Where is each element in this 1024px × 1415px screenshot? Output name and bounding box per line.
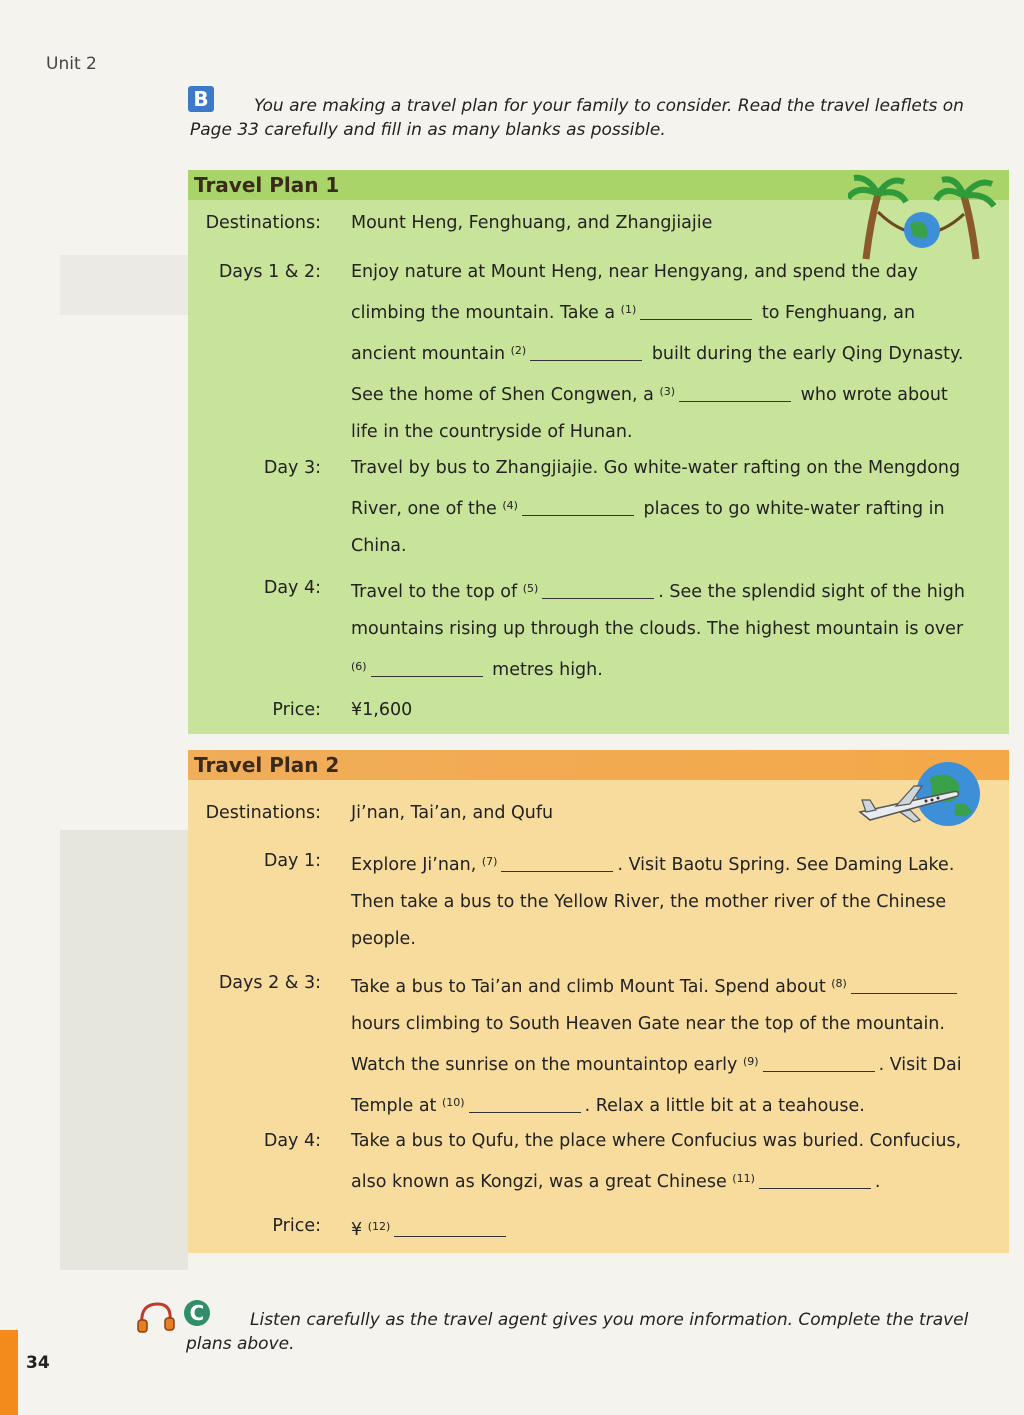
price-label: Price: [272,1216,321,1236]
blank-number-7: (7) [481,855,498,868]
text-line: metres high. [492,660,603,680]
day-4-label: Day 4: [263,578,321,598]
blank-1[interactable] [640,318,752,320]
text-line: Travel by bus to Zhangjiajie. Go white-water rafting on the Mengdong [351,458,961,478]
blank-11[interactable] [759,1187,871,1189]
section-b-badge: B [188,86,214,112]
destinations-label: Destinations: [205,213,321,233]
text-line: Travel to the top of [351,582,518,602]
destinations-value: Ji’nan, Tai’an, and Qufu [351,803,554,823]
blank-number-11: (11) [732,1172,755,1185]
blank-number-3: (3) [659,385,676,398]
days-1-2-text [351,254,1001,451]
blank-number-6: (6) [351,660,367,673]
day-1-label: Day 1: [263,851,321,871]
day-3-text [351,450,1001,565]
unit-label: Unit 2 [46,54,97,74]
blank-number-12: (12) [367,1220,391,1233]
text-line: mountains rising up through the clouds. The highest mountain is over [351,619,964,639]
day-4-text [351,570,1001,689]
yuan-symbol: ¥ [351,1220,363,1240]
text-line: Temple at [351,1096,437,1116]
price-value: ¥1,600 [351,700,413,720]
text-line: Take a bus to Qufu, the place where Confucius was buried. Confucius, [351,1131,962,1151]
bleed-through-panel [60,255,188,315]
page-number: 34 [26,1353,50,1373]
text-line: also known as Kongzi, was a great Chinese [351,1172,727,1192]
plan-title: Travel Plan 2 [188,750,1009,780]
day-4-label: Day 4: [263,1131,321,1151]
text-line: ancient mountain [351,344,506,364]
section-c-badge: C [184,1300,210,1326]
bleed-through-panel [60,830,188,1270]
text-line: . Relax a little bit at a teahouse. [584,1096,865,1116]
text-line: places to go white-water rafting in [643,499,945,519]
text-line: to Fenghuang, an [761,303,916,323]
blank-number-9: (9) [742,1055,759,1068]
price-label: Price: [272,700,321,720]
section-b-instruction-line1: You are making a travel plan for your family to consider. Read the travel leaflets on [254,96,964,116]
blank-number-10: (10) [442,1096,465,1109]
days-1-2-label: Days 1 & 2: [218,262,321,282]
travel-plan-1 [188,170,1009,734]
blank-number-5: (5) [522,582,539,595]
text-line: Take a bus to Tai’an and climb Mount Tai. Spend about [351,977,826,997]
destinations-value: Mount Heng, Fenghuang, and Zhangjiajie [351,213,713,233]
text-line: . See the splendid sight of the high [658,582,965,602]
blank-10[interactable] [469,1111,581,1113]
blank-9[interactable] [763,1070,875,1072]
blank-number-1: (1) [620,303,637,316]
travel-plan-2 [188,750,1009,1253]
day-4-text [351,1123,1001,1201]
headphones-icon [136,1300,176,1336]
text-line: life in the countryside of Hunan. [351,422,633,442]
text-line: climbing the mountain. Take a [351,303,616,323]
text-line: . Visit Baotu Spring. See Daming Lake. [617,855,955,875]
text-line: built during the early Qing Dynasty. [651,344,964,364]
blank-7[interactable] [501,870,613,872]
text-line: Enjoy nature at Mount Heng, near Hengyang, and spend the day [351,262,918,282]
blank-number-4: (4) [502,499,518,512]
section-b-instruction [190,94,990,142]
plan-title: Travel Plan 1 [188,170,1009,200]
blank-8[interactable] [851,992,957,994]
price-value [351,1208,1001,1249]
text-line: Watch the sunrise on the mountaintop early [351,1055,738,1075]
section-b-instruction-line2: Page 33 carefully and fill in as many blanks as possible. [190,120,666,140]
text-line: Explore Ji’nan, [351,855,477,875]
blank-12[interactable] [394,1235,506,1237]
day-1-text [351,843,1001,958]
text-line: Then take a bus to the Yellow River, the mother river of the Chinese [351,892,947,912]
page-tab [0,1330,18,1415]
text-line: people. [351,929,416,949]
text-line: River, one of the [351,499,497,519]
days-2-3-text [351,965,1001,1125]
days-2-3-label: Days 2 & 3: [218,973,321,993]
text-line: . [874,1172,881,1192]
section-c-instruction [186,1308,986,1356]
day-3-label: Day 3: [263,458,321,478]
text-line: See the home of Shen Congwen, a [351,385,654,405]
blank-number-8: (8) [831,977,847,990]
section-c-instruction-line1: Listen carefully as the travel agent gives you more information. Complete the travel [250,1310,969,1330]
text-line: . Visit Dai [878,1055,962,1075]
blank-4[interactable] [522,514,634,516]
text-line: hours climbing to South Heaven Gate near the top of the mountain. [351,1014,945,1034]
blank-3[interactable] [679,400,791,402]
text-line: who wrote about [800,385,948,405]
blank-2[interactable] [530,359,642,361]
text-line: China. [351,536,407,556]
blank-5[interactable] [542,597,654,599]
section-c-instruction-line2: plans above. [186,1334,295,1354]
destinations-label: Destinations: [205,803,321,823]
blank-6[interactable] [371,675,483,677]
blank-number-2: (2) [510,344,527,357]
